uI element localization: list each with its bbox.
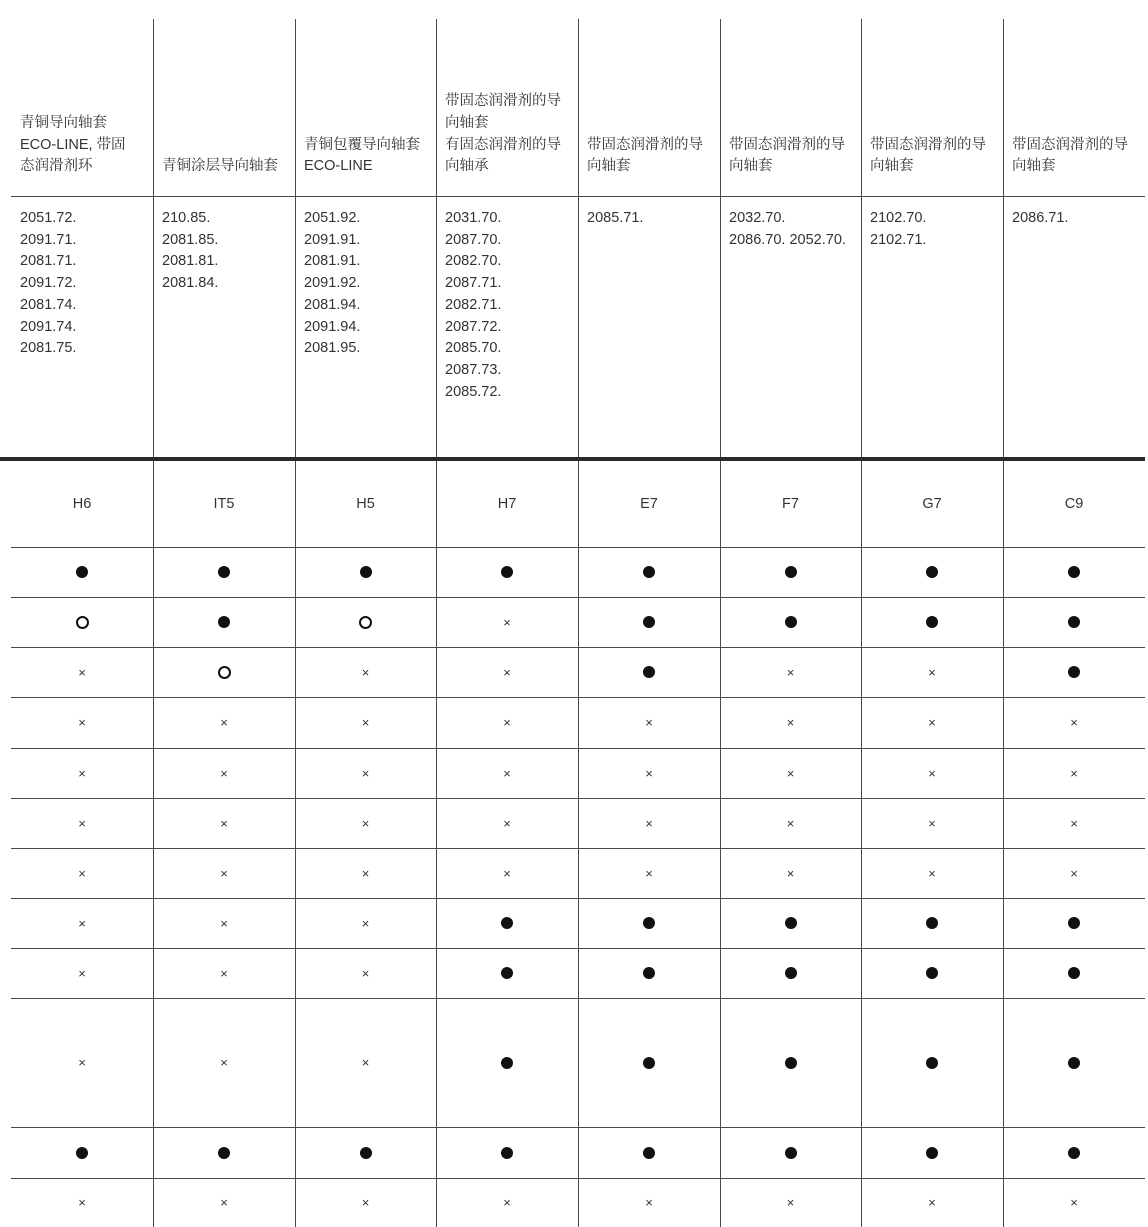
filled-circle-icon (76, 1147, 88, 1159)
matrix-cell (295, 748, 436, 798)
matrix-cell (295, 1127, 436, 1178)
column-header-line: 带固态润滑剂的导 (587, 136, 703, 153)
part-number: 2081.74. (20, 296, 77, 313)
column-header-line: 向轴套 (587, 158, 631, 175)
matrix-cell (295, 798, 436, 848)
matrix-cell (720, 647, 861, 697)
part-number: 2102.71. (870, 231, 927, 248)
matrix-cell (578, 547, 720, 597)
part-number: 2031.70. (445, 210, 502, 226)
matrix-cell (11, 1127, 153, 1178)
column-header-line: 向轴套 (1012, 158, 1056, 175)
cross-icon: × (928, 664, 936, 680)
matrix-cell (578, 998, 720, 1127)
cross-icon: × (645, 715, 653, 730)
matrix-cell (436, 948, 578, 998)
matrix-cell (153, 998, 295, 1127)
cross-icon: × (220, 765, 228, 781)
filled-circle-icon (643, 1147, 655, 1159)
tolerance-class: C9 (1064, 496, 1084, 512)
matrix-cell (578, 948, 720, 998)
part-number-list (295, 208, 436, 360)
column-header-line: 向轴承 (445, 158, 489, 175)
cross-icon: × (503, 815, 511, 831)
matrix-cell (861, 948, 1003, 998)
matrix-cell (295, 848, 436, 898)
matrix-cell (153, 898, 295, 948)
part-number: 2091.91. (304, 231, 361, 248)
cross-icon: × (1070, 715, 1078, 730)
filled-circle-icon (926, 1057, 938, 1069)
cross-icon: × (645, 865, 653, 881)
matrix-cell (436, 697, 578, 748)
cross-icon: × (220, 1055, 228, 1070)
matrix-cell (153, 1127, 295, 1178)
part-number: 2085.71. (587, 210, 644, 226)
filled-circle-icon (643, 917, 655, 929)
filled-circle-icon (926, 1147, 938, 1159)
cross-icon: × (361, 765, 370, 781)
part-number: 2086.71. (1012, 210, 1069, 226)
filled-circle-icon (501, 1057, 513, 1069)
matrix-cell (578, 597, 720, 647)
part-number: 210.85. (162, 210, 211, 226)
cross-icon: × (503, 715, 511, 730)
matrix-cell (11, 547, 153, 597)
cross-icon: × (928, 715, 936, 730)
part-number-list (720, 208, 861, 251)
column-header-line: 青铜包覆导向轴套 (304, 136, 420, 153)
matrix-cell (720, 898, 861, 948)
cross-icon: × (786, 815, 795, 831)
filled-circle-icon (785, 1147, 797, 1159)
filled-circle-icon (501, 967, 513, 979)
part-number: 2087.73. (445, 361, 502, 378)
matrix-cell (578, 748, 720, 798)
part-number: 2081.81. (162, 253, 219, 270)
part-number: 2091.92. (304, 275, 361, 292)
matrix-cell (436, 1178, 578, 1227)
filled-circle-icon (643, 967, 655, 979)
matrix-cell (11, 748, 153, 798)
matrix-cell (720, 697, 861, 748)
matrix-cell (1003, 798, 1145, 848)
tolerance-class: IT5 (213, 496, 235, 512)
cross-icon: × (78, 915, 86, 931)
part-number: 2081.71. (20, 253, 77, 270)
part-number: 2081.94. (304, 296, 361, 313)
part-number-list (861, 208, 1003, 251)
matrix-cell (153, 597, 295, 647)
cross-icon: × (220, 865, 228, 881)
matrix-cell (436, 748, 578, 798)
part-number: 2032.70. (729, 210, 786, 226)
matrix-cell (436, 597, 578, 647)
matrix-cell (1003, 948, 1145, 998)
matrix-cell (11, 998, 153, 1127)
part-number: 2087.70. (445, 231, 502, 248)
part-number-list (436, 208, 578, 403)
filled-circle-icon (360, 566, 372, 578)
cross-icon: × (786, 664, 795, 680)
part-number: 2087.72. (445, 318, 502, 335)
cross-icon: × (1070, 815, 1078, 831)
filled-circle-icon (1068, 666, 1080, 678)
matrix-cell (1003, 697, 1145, 748)
filled-circle-icon (643, 566, 655, 578)
matrix-cell (720, 1178, 861, 1227)
column-header-line: 向轴套 (445, 114, 489, 131)
filled-circle-icon (643, 1057, 655, 1069)
tolerance-class: H6 (72, 496, 92, 512)
matrix-cell (295, 998, 436, 1127)
part-number-list (1003, 208, 1145, 230)
filled-circle-icon (785, 616, 797, 628)
column-header-line: ECO-LINE (304, 158, 373, 175)
matrix-cell (295, 547, 436, 597)
filled-circle-icon (785, 1057, 797, 1069)
column-header (153, 0, 295, 196)
matrix-cell (436, 798, 578, 848)
column-header (578, 0, 720, 196)
part-number: 2081.95. (304, 340, 361, 357)
filled-circle-icon (1068, 616, 1080, 628)
filled-circle-icon (643, 616, 655, 628)
cross-icon: × (786, 765, 795, 781)
matrix-cell (720, 748, 861, 798)
cross-icon: × (645, 765, 653, 781)
column-header (861, 0, 1003, 196)
filled-circle-icon (218, 1147, 230, 1159)
column-header-line: 青铜涂层导向轴套 (162, 158, 278, 175)
matrix-cell (720, 998, 861, 1127)
column-header-line: 态润滑剂环 (20, 158, 93, 175)
part-number: 2091.74. (20, 318, 77, 335)
column-header-line: 向轴套 (870, 158, 914, 175)
filled-circle-icon (76, 566, 88, 578)
cross-icon: × (503, 614, 511, 630)
tolerance-class: G7 (922, 496, 942, 512)
cross-icon: × (78, 965, 86, 981)
cross-icon: × (78, 765, 86, 781)
matrix-cell (861, 798, 1003, 848)
matrix-cell (861, 597, 1003, 647)
cross-icon: × (645, 815, 653, 831)
part-number-list (578, 208, 720, 230)
matrix-cell (1003, 898, 1145, 948)
matrix-cell (1003, 647, 1145, 697)
matrix-cell (1003, 1178, 1145, 1227)
part-number-list (153, 208, 295, 295)
matrix-cell (11, 1178, 153, 1227)
cross-icon: × (786, 865, 795, 881)
matrix-cell (153, 647, 295, 697)
matrix-cell (295, 948, 436, 998)
cross-icon: × (361, 1055, 370, 1070)
part-number: 2085.72. (445, 383, 502, 400)
part-number: 2081.84. (162, 275, 219, 292)
part-number: 2081.85. (162, 231, 219, 248)
cross-icon: × (361, 664, 370, 680)
part-number: 2091.71. (20, 231, 77, 248)
matrix-cell (861, 898, 1003, 948)
matrix-cell (720, 798, 861, 848)
matrix-cell (861, 848, 1003, 898)
part-number: 2051.72. (20, 210, 77, 226)
cross-icon: × (1070, 1195, 1078, 1210)
cross-icon: × (503, 765, 511, 781)
matrix-cell (436, 998, 578, 1127)
part-number: 2085.70. (445, 340, 502, 357)
hollow-circle-icon (218, 666, 231, 679)
cross-icon: × (361, 965, 370, 981)
column-header (11, 0, 153, 196)
matrix-cell (11, 948, 153, 998)
filled-circle-icon (926, 917, 938, 929)
part-number: 2082.70. (445, 253, 502, 270)
part-number: 2102.70. (870, 210, 927, 226)
cross-icon: × (78, 715, 86, 730)
part-number-list (11, 208, 153, 360)
cross-icon: × (361, 915, 370, 931)
matrix-cell (153, 798, 295, 848)
column-header-line: 有固态润滑剂的导 (445, 136, 561, 153)
filled-circle-icon (785, 917, 797, 929)
matrix-cell (578, 647, 720, 697)
tolerance-class: F7 (782, 496, 799, 512)
matrix-cell (720, 597, 861, 647)
matrix-cell (1003, 998, 1145, 1127)
part-number: 2081.75. (20, 340, 77, 357)
cross-icon: × (361, 1195, 370, 1210)
cross-icon: × (928, 815, 936, 831)
cross-icon: × (928, 765, 936, 781)
matrix-cell (861, 647, 1003, 697)
matrix-cell (11, 898, 153, 948)
matrix-cell (153, 948, 295, 998)
matrix-cell (1003, 1127, 1145, 1178)
part-number: 2082.71. (445, 296, 502, 313)
cross-icon: × (361, 715, 370, 730)
hollow-circle-icon (76, 616, 89, 629)
filled-circle-icon (501, 566, 513, 578)
cross-icon: × (503, 1195, 511, 1210)
column-header-line: 带固态润滑剂的导 (870, 136, 986, 153)
matrix-cell (436, 1127, 578, 1178)
matrix-cell (153, 1178, 295, 1227)
matrix-cell (861, 748, 1003, 798)
matrix-cell (578, 798, 720, 848)
cross-icon: × (220, 1195, 228, 1210)
cross-icon: × (361, 815, 370, 831)
filled-circle-icon (1068, 1147, 1080, 1159)
matrix-cell (720, 1127, 861, 1178)
matrix-cell (295, 1178, 436, 1227)
matrix-cell (436, 898, 578, 948)
column-header (295, 0, 436, 196)
cross-icon: × (78, 865, 86, 881)
cross-icon: × (928, 865, 936, 881)
matrix-cell (1003, 547, 1145, 597)
matrix-cell (861, 547, 1003, 597)
matrix-cell (153, 748, 295, 798)
cross-icon: × (503, 664, 511, 680)
matrix-cell (861, 1178, 1003, 1227)
part-number: 2081.91. (304, 253, 361, 270)
cross-icon: × (78, 815, 86, 831)
matrix-cell (295, 597, 436, 647)
matrix-cell (720, 848, 861, 898)
matrix-cell (153, 848, 295, 898)
filled-circle-icon (926, 967, 938, 979)
column-header-line: 带固态润滑剂的导 (445, 93, 561, 110)
matrix-cell (11, 848, 153, 898)
matrix-cell (578, 1178, 720, 1227)
matrix-cell (578, 848, 720, 898)
cross-icon: × (645, 1195, 653, 1210)
part-number: 2091.94. (304, 318, 361, 335)
filled-circle-icon (785, 967, 797, 979)
tolerance-class: H5 (356, 496, 375, 512)
matrix-cell (11, 647, 153, 697)
matrix-cell (11, 697, 153, 748)
matrix-cell (861, 697, 1003, 748)
filled-circle-icon (1068, 1057, 1080, 1069)
matrix-cell (861, 998, 1003, 1127)
filled-circle-icon (785, 566, 797, 578)
part-number: 2051.92. (304, 210, 361, 226)
cross-icon: × (220, 915, 228, 931)
tolerance-class: H7 (497, 496, 517, 512)
filled-circle-icon (926, 616, 938, 628)
matrix-cell (295, 898, 436, 948)
matrix-cell (11, 597, 153, 647)
cross-icon: × (220, 965, 228, 981)
matrix-cell (578, 898, 720, 948)
matrix-cell (720, 948, 861, 998)
column-header (436, 0, 578, 196)
filled-circle-icon (218, 616, 230, 628)
cross-icon: × (1070, 765, 1078, 781)
column-header (720, 0, 861, 196)
cross-icon: × (220, 815, 228, 831)
matrix-cell (1003, 748, 1145, 798)
matrix-cell (436, 547, 578, 597)
matrix-cell (153, 547, 295, 597)
matrix-cell (578, 697, 720, 748)
cross-icon: × (928, 1195, 936, 1210)
filled-circle-icon (218, 566, 230, 578)
matrix-cell (720, 547, 861, 597)
cross-icon: × (503, 865, 511, 881)
matrix-cell (1003, 848, 1145, 898)
cross-icon: × (78, 664, 86, 680)
matrix-cell (11, 798, 153, 848)
matrix-cell (861, 1127, 1003, 1178)
filled-circle-icon (643, 666, 655, 678)
header-divider (11, 196, 1145, 197)
cross-icon: × (1070, 865, 1078, 881)
column-header-line: 青铜导向轴套 (20, 114, 107, 131)
filled-circle-icon (501, 1147, 513, 1159)
matrix-cell (436, 848, 578, 898)
part-number: 2087.71. (445, 275, 502, 292)
cross-icon: × (786, 715, 795, 730)
part-number: 2086.70. 2052.70. (729, 231, 846, 248)
column-header (1003, 0, 1145, 196)
filled-circle-icon (501, 917, 513, 929)
tolerance-class: E7 (640, 496, 658, 512)
matrix-cell (153, 697, 295, 748)
filled-circle-icon (1068, 967, 1080, 979)
filled-circle-icon (1068, 566, 1080, 578)
matrix-cell (436, 647, 578, 697)
matrix-cell (1003, 597, 1145, 647)
cross-icon: × (361, 865, 370, 881)
cross-icon: × (220, 715, 228, 730)
matrix-cell (295, 647, 436, 697)
matrix-cell (295, 697, 436, 748)
filled-circle-icon (926, 566, 938, 578)
part-number: 2091.72. (20, 275, 77, 292)
column-header-line: 带固态润滑剂的导 (729, 136, 845, 153)
hollow-circle-icon (359, 616, 372, 629)
column-header-line: 向轴套 (729, 158, 773, 175)
filled-circle-icon (1068, 917, 1080, 929)
filled-circle-icon (360, 1147, 372, 1159)
cross-icon: × (786, 1195, 795, 1210)
column-header-line: 带固态润滑剂的导 (1012, 136, 1128, 153)
cross-icon: × (78, 1195, 86, 1210)
matrix-cell (578, 1127, 720, 1178)
cross-icon: × (78, 1055, 86, 1070)
column-header-line: ECO-LINE, 带固 (20, 136, 126, 153)
